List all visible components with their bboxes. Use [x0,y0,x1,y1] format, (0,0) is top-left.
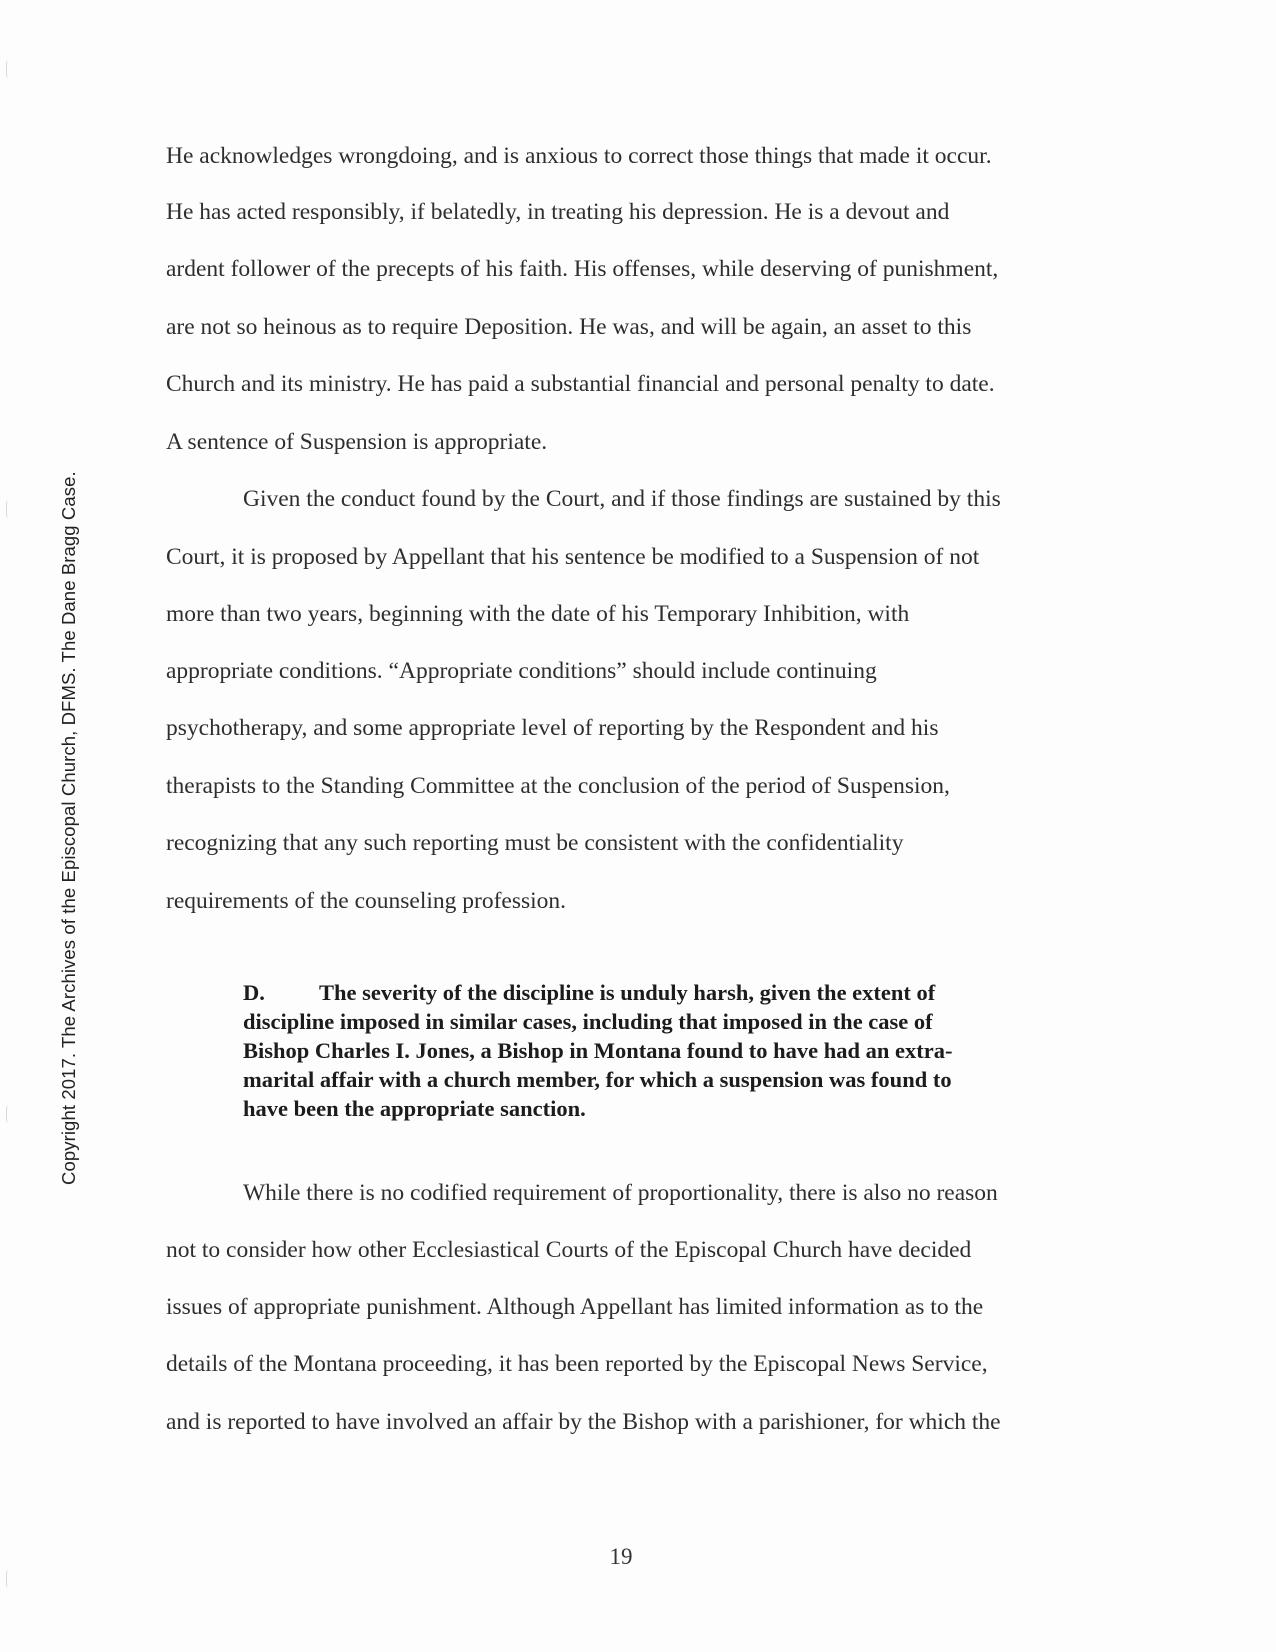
body-line: more than two years, beginning with the date of his Temporary Inhibition, with [166,601,910,627]
body-line: not to consider how other Ecclesiastical Courts of the Episcopal Church have decided [166,1237,972,1263]
body-line: Church and its ministry. He has paid a substantial financial and personal penalty to date. [166,371,995,397]
body-line: psychotherapy, and some appropriate level of reporting by the Respondent and his [166,715,939,741]
body-line: Given the conduct found by the Court, and if those findings are sustained by this [243,486,1001,512]
heading-line: marital affair with a church member, for which a suspension was found to [243,1067,952,1092]
body-line: Court, it is proposed by Appellant that his sentence be modified to a Suspension of not [166,544,980,570]
copyright-sidebar: Copyright 2017. The Archives of the Episcopal Church, DFMS. The Dane Bragg Case. [58,471,79,1185]
body-line: While there is no codified requirement of proportionality, there is also no reason [243,1180,998,1206]
body-line: and is reported to have involved an affair by the Bishop with a parishioner, for which the [166,1409,1001,1435]
scan-mark [6,500,13,518]
body-line: details of the Montana proceeding, it has been reported by the Episcopal News Service, [166,1351,988,1377]
heading-text: The severity of the discipline is unduly harsh, given the extent of [319,980,936,1005]
heading-line: discipline imposed in similar cases, including that imposed in the case of [243,1009,933,1034]
body-line: are not so heinous as to require Deposition. He was, and will be again, an asset to this [166,314,972,340]
heading-line: have been the appropriate sanction. [243,1096,586,1121]
body-line: ardent follower of the precepts of his faith. His offenses, while deserving of punishment, [166,256,999,282]
scan-mark [6,1105,13,1123]
scan-mark [6,1570,13,1588]
page-number: 19 [609,1544,633,1569]
body-line: requirements of the counseling profession. [166,888,567,914]
body-line: A sentence of Suspension is appropriate. [166,429,548,455]
section-heading [243,978,1063,1123]
body-line: appropriate conditions. “Appropriate conditions” should include continuing [166,658,877,684]
scan-mark [6,60,13,78]
body-line: therapists to the Standing Committee at the conclusion of the period of Suspension, [166,773,950,799]
body-line: He has acted responsibly, if belatedly, in treating his depression. He is a devout and [166,199,950,225]
section-letter: D. [243,980,265,1005]
body-line: recognizing that any such reporting must be consistent with the confidentiality [166,830,904,856]
heading-line: Bishop Charles I. Jones, a Bishop in Montana found to have had an extra- [243,1038,953,1063]
heading-line [243,978,1063,1007]
body-line: issues of appropriate punishment. Although Appellant has limited information as to the [166,1294,984,1320]
body-line: He acknowledges wrongdoing, and is anxious to correct those things that made it occur. [166,143,992,169]
